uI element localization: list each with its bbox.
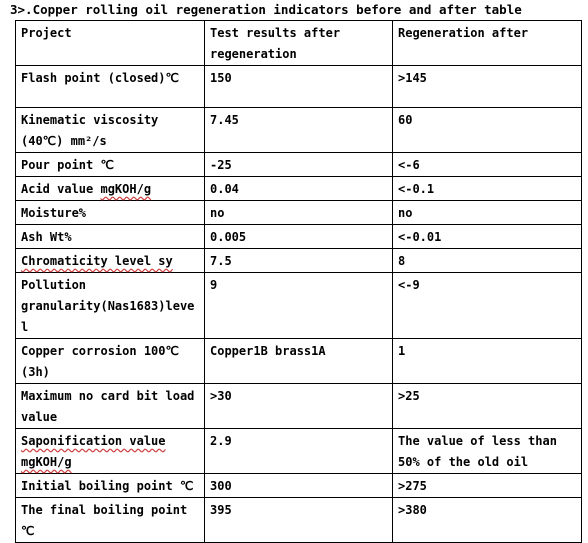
cell-project: Copper corrosion 100℃ (3h) [16,339,205,384]
table-row [16,498,582,543]
table-row [16,474,582,498]
header-regeneration-after: Regeneration after [393,21,582,66]
cell-regeneration-after: >275 [393,474,582,498]
cell-regeneration-after: no [393,201,582,225]
cell-test-result: Copper1B brass1A [205,339,393,384]
saponification-label: Saponification value mgKOH/g [21,434,166,469]
cell-project: The final boiling point ℃ [16,498,205,543]
header-project: Project [16,21,205,66]
cell-project: Acid value mgKOH/g [16,177,205,201]
header-test-results: Test results after regeneration [205,21,393,66]
cell-test-result: 0.005 [205,225,393,249]
cell-test-result: 7.5 [205,249,393,273]
cell-regeneration-after: >145 [393,66,582,108]
table-row [16,153,582,177]
cell-test-result: 0.04 [205,177,393,201]
cell-test-result: 395 [205,498,393,543]
cell-test-result: -25 [205,153,393,177]
cell-regeneration-after: 1 [393,339,582,384]
cell-regeneration-after: >25 [393,384,582,429]
cell-project: Ash Wt% [16,225,205,249]
cell-test-result: 300 [205,474,393,498]
cell-project: Initial boiling point ℃ [16,474,205,498]
table-row [16,66,582,108]
cell-test-result: 2.9 [205,429,393,474]
table-row [16,384,582,429]
cell-project: Flash point (closed)℃ [16,66,205,108]
table-row [16,177,582,201]
cell-test-result: >30 [205,384,393,429]
table-row [16,108,582,153]
table-row [16,249,582,273]
cell-test-result: 150 [205,66,393,108]
table-row [16,339,582,384]
cell-regeneration-after: <-0.01 [393,225,582,249]
acid-unit: mgKOH/g [100,182,152,196]
cell-test-result: no [205,201,393,225]
cell-project: Maximum no card bit load value [16,384,205,429]
cell-test-result: 7.45 [205,108,393,153]
cell-project: Moisture% [16,201,205,225]
table-row [16,429,582,474]
cell-project [16,249,205,273]
table-title: 3>.Copper rolling oil regeneration indicators before and after table [10,2,522,17]
cell-regeneration-after: 60 [393,108,582,153]
cell-regeneration-after: <-6 [393,153,582,177]
cell-regeneration-after: 8 [393,249,582,273]
cell-project: Kinematic viscosity (40℃) mm²/s [16,108,205,153]
chromaticity-label: Chromaticity level sy [21,254,173,268]
cell-test-result: 9 [205,273,393,339]
cell-project [16,429,205,474]
table-header-row [16,21,582,66]
cell-project: Pollution granularity(Nas1683)level [16,273,205,339]
cell-regeneration-after: <-0.1 [393,177,582,201]
cell-regeneration-after: >380 [393,498,582,543]
cell-regeneration-after: The value of less than 50% of the old oil [393,429,582,474]
cell-regeneration-after: <-9 [393,273,582,339]
table-row [16,201,582,225]
table-row [16,273,582,339]
table-row [16,225,582,249]
cell-project: Pour point ℃ [16,153,205,177]
regeneration-indicators-table [15,20,582,543]
